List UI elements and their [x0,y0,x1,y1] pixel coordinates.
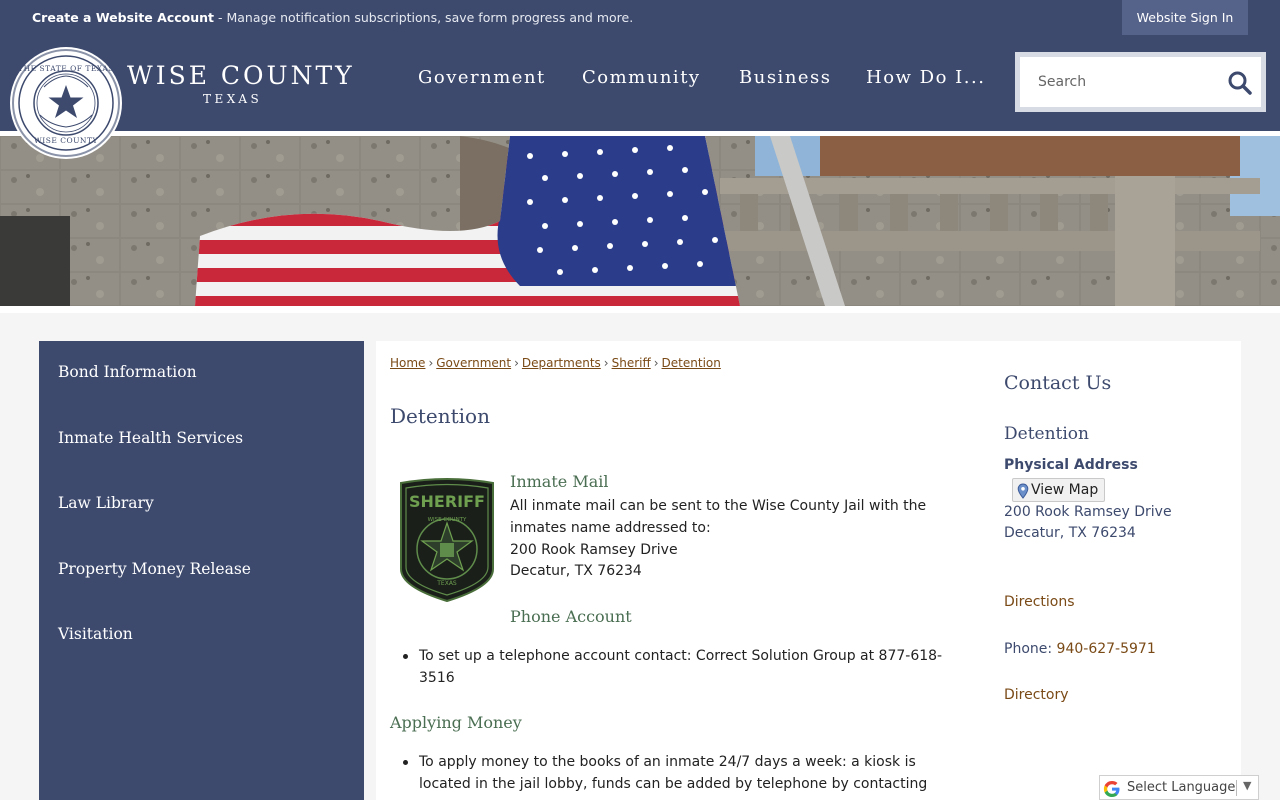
notification-bar [0,0,1280,35]
county-seal-icon[interactable] [10,47,122,159]
directions-link[interactable]: Directions [1004,594,1075,610]
site-brand-name[interactable]: WISE COUNTY [127,61,355,90]
inmate-mail-address-line-1: 200 Rook Ramsey Drive [510,542,678,558]
nav-business[interactable]: Business [739,67,832,88]
nav-how-do-i[interactable]: How Do I... [866,67,986,88]
breadcrumb-sheriff[interactable]: Sheriff [611,356,651,370]
physical-address-label: Physical Address [1004,457,1138,473]
search-box [1015,52,1266,112]
contact-address-line-2: Decatur, TX 76234 [1004,525,1136,541]
page-title: Detention [390,404,490,428]
inmate-mail-address-line-2: Decatur, TX 76234 [510,563,642,579]
section-title-applying-money: Applying Money [390,713,522,732]
sidebar-item-property-money-release[interactable]: Property Money Release [58,560,251,578]
breadcrumb-departments[interactable]: Departments [521,356,601,370]
nav-community[interactable]: Community [582,67,701,88]
website-sign-in-button[interactable]: Website Sign In [1122,0,1248,35]
phone-label: Phone: [1004,641,1057,657]
applying-money-line-1: To apply money to the books of an inmate 24/7 days a week: a kiosk is [419,754,916,770]
contact-department: Detention [1004,424,1089,444]
sidebar-item-bond-information[interactable]: Bond Information [58,363,197,381]
search-input[interactable] [1038,69,1218,95]
create-account-text [32,10,633,25]
phone-account-line-1: To set up a telephone account contact: Correct Solution Group at 877-618- [419,648,943,664]
section-title-phone-account: Phone Account [510,607,632,626]
breadcrumb-government[interactable]: Government [436,356,512,370]
nav-government[interactable]: Government [418,67,546,88]
phone-account-line-2: 3516 [419,670,455,686]
phone-account-bullet [419,645,942,689]
breadcrumb: Home › Government › Departments › Sheriff › Detention [390,356,721,370]
svg-text:WISE COUNTY: WISE COUNTY [427,517,467,523]
svg-text:WISE COUNTY: WISE COUNTY [34,136,98,145]
sidebar-item-visitation[interactable]: Visitation [58,625,133,643]
sidebar-item-law-library[interactable]: Law Library [58,494,154,512]
sheriff-badge-icon [397,477,497,603]
phone-number-link[interactable]: 940-627-5971 [1056,641,1156,657]
svg-text:THE STATE OF TEXAS: THE STATE OF TEXAS [18,64,114,73]
language-select-divider [1236,780,1237,796]
banner-divider [0,306,1280,313]
contact-phone [1004,641,1156,657]
svg-text:TEXAS: TEXAS [437,580,457,587]
inmate-mail-line-2: inmates name addressed to: [510,520,711,536]
create-account-description: - Manage notification subscriptions, save form progress and more. [214,10,634,25]
site-brand-state: TEXAS [203,92,263,106]
create-account-link[interactable]: Create a Website Account [32,10,214,25]
dropdown-arrow-icon: ▼ [1243,779,1252,792]
view-map-button[interactable] [1012,478,1105,502]
sidebar-item-inmate-health-services[interactable]: Inmate Health Services [58,429,244,447]
search-icon[interactable] [1226,69,1254,97]
breadcrumb-detention[interactable]: Detention [661,356,721,370]
hero-banner-image [0,136,1280,306]
contact-us-title: Contact Us [1004,372,1112,394]
contact-address-line-1: 200 Rook Ramsey Drive [1004,504,1172,520]
google-g-icon [1103,780,1121,800]
section-title-inmate-mail: Inmate Mail [510,472,609,491]
main-content [376,341,1241,800]
language-select[interactable] [1099,775,1259,800]
view-map-label: View Map [1031,482,1099,498]
breadcrumb-home[interactable]: Home [390,356,426,370]
svg-text:SHERIFF: SHERIFF [409,492,485,511]
applying-money-line-2: located in the jail lobby, funds can be added by telephone by contacting [419,776,928,792]
inmate-mail-line-1: All inmate mail can be sent to the Wise County Jail with the [510,498,927,514]
select-language-label: Select Language [1127,780,1236,795]
directory-link[interactable]: Directory [1004,687,1069,703]
applying-money-bullet [419,751,927,795]
sidebar-nav [39,341,364,800]
map-pin-icon [1017,483,1029,503]
